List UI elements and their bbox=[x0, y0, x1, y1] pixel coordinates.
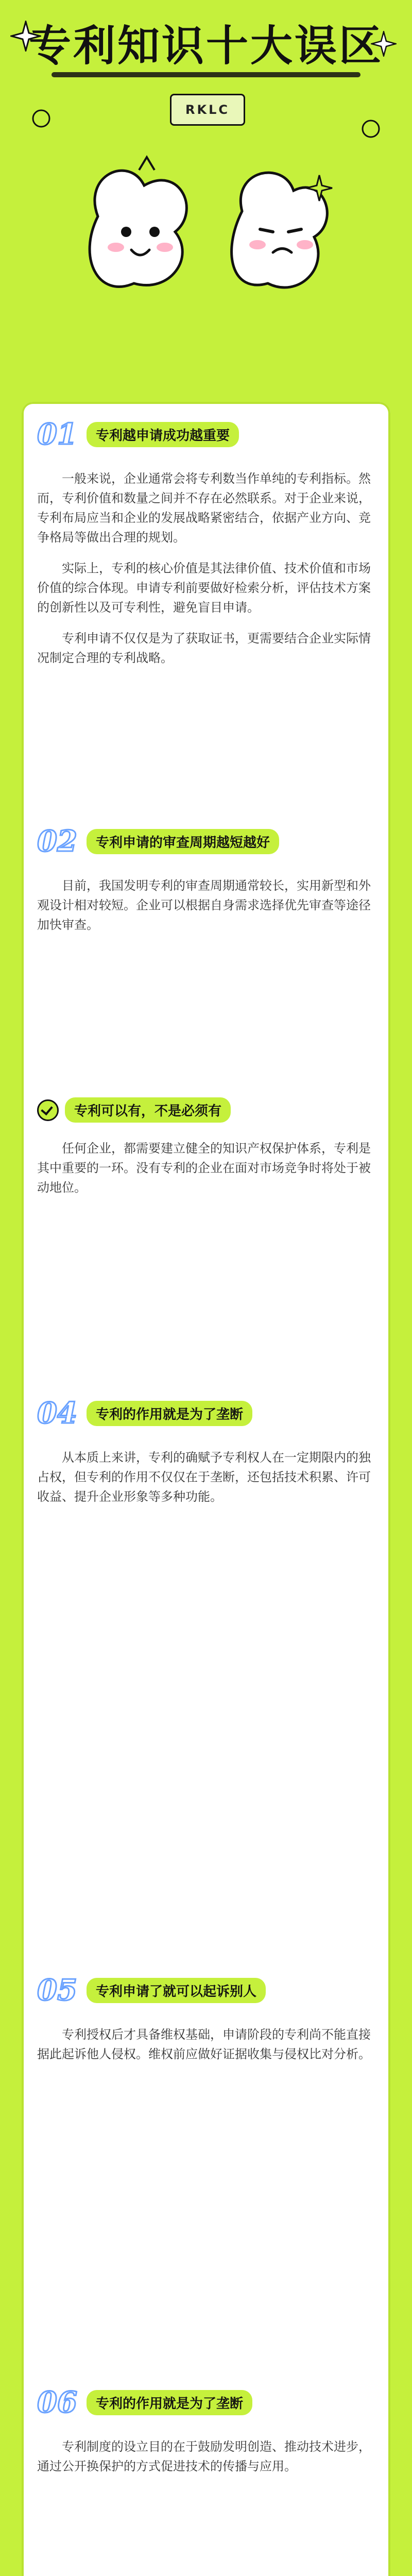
mascot-left-icon bbox=[77, 155, 201, 309]
paragraph: 专利申请不仅仅是为了获取证书，更需要结合企业实际情况制定合理的专利战略。 bbox=[37, 631, 371, 665]
page-title: 专利知识十大误区 bbox=[28, 22, 383, 71]
circle-doodle-icon bbox=[360, 118, 381, 139]
header bbox=[0, 0, 412, 361]
section-03-heading bbox=[37, 1097, 231, 1123]
paragraph: 一般来说，企业通常会将专利数当作单纯的专利指标。然而，专利价值和数量之间并不存在必然联系。对于企业来说，专利布局应当和企业的发展战略紧密结合，依据产业方向、竞争格局等做出合理的规划。 bbox=[37, 471, 371, 545]
section-05-heading bbox=[37, 1973, 266, 2007]
paragraph: 实际上，专利的核心价值是其法律价值、技术价值和市场价值的综合体现。申请专利前要做好检索分析，评估技术方案的创新性以及可专利性，避免盲目申请。 bbox=[37, 561, 371, 615]
content-card bbox=[22, 402, 390, 2576]
section-title: 专利申请了就可以起诉别人 bbox=[87, 1978, 266, 2003]
section-01-heading bbox=[37, 417, 239, 451]
paragraph: 从本质上来讲，专利的确赋予专利权人在一定期限内的独占权，但专利的作用不仅仅在于垄断，还包括技术积累、许可收益、提升企业形象等多种功能。 bbox=[37, 1450, 371, 1504]
paragraph: 专利制度的设立目的在于鼓励发明创造、推动技术进步，通过公开换保护的方式促进技术的传播与应用。 bbox=[37, 2439, 371, 2473]
section-number: 06 bbox=[37, 2385, 77, 2419]
section-06-body bbox=[37, 2437, 375, 2487]
section-05-body bbox=[37, 2025, 375, 2075]
paragraph: 任何企业，都需要建立健全的知识产权保护体系，专利是其中重要的一环。没有专利的企业在面对市场竞争时将处于被动地位。 bbox=[37, 1141, 371, 1195]
circle-doodle-icon bbox=[31, 108, 52, 129]
section-02-heading bbox=[37, 824, 279, 858]
mascot-right-icon bbox=[216, 155, 340, 309]
section-title: 专利的作用就是为了垄断 bbox=[87, 2390, 252, 2415]
section-04-body bbox=[37, 1448, 375, 1518]
check-icon bbox=[37, 1099, 59, 1121]
section-title: 专利的作用就是为了垄断 bbox=[87, 1401, 252, 1426]
section-title: 专利申请的审查周期越短越好 bbox=[87, 829, 279, 854]
section-number: 05 bbox=[37, 1973, 77, 2007]
section-number: 02 bbox=[37, 824, 77, 858]
section-04-heading bbox=[37, 1396, 252, 1430]
section-number: 01 bbox=[37, 417, 77, 451]
section-title: 专利可以有，不是必须有 bbox=[65, 1097, 231, 1123]
section-number: 04 bbox=[37, 1396, 77, 1430]
paragraph: 目前，我国发明专利的审查周期通常较长，实用新型和外观设计相对较短。企业可以根据自身需求选择优先审查等途径加快审查。 bbox=[37, 878, 371, 932]
section-title: 专利越申请成功越重要 bbox=[87, 422, 239, 447]
title-underline bbox=[52, 72, 360, 77]
paragraph: 专利授权后才具备维权基础，申请阶段的专利尚不能直接据此起诉他人侵权。维权前应做好证据收集与侵权比对分析。 bbox=[37, 2027, 371, 2061]
section-03-body bbox=[37, 1139, 375, 1209]
section-06-heading bbox=[37, 2385, 252, 2419]
section-02-body bbox=[37, 876, 375, 946]
section-01-body bbox=[37, 469, 375, 679]
author-badge: RKLC bbox=[170, 94, 245, 126]
